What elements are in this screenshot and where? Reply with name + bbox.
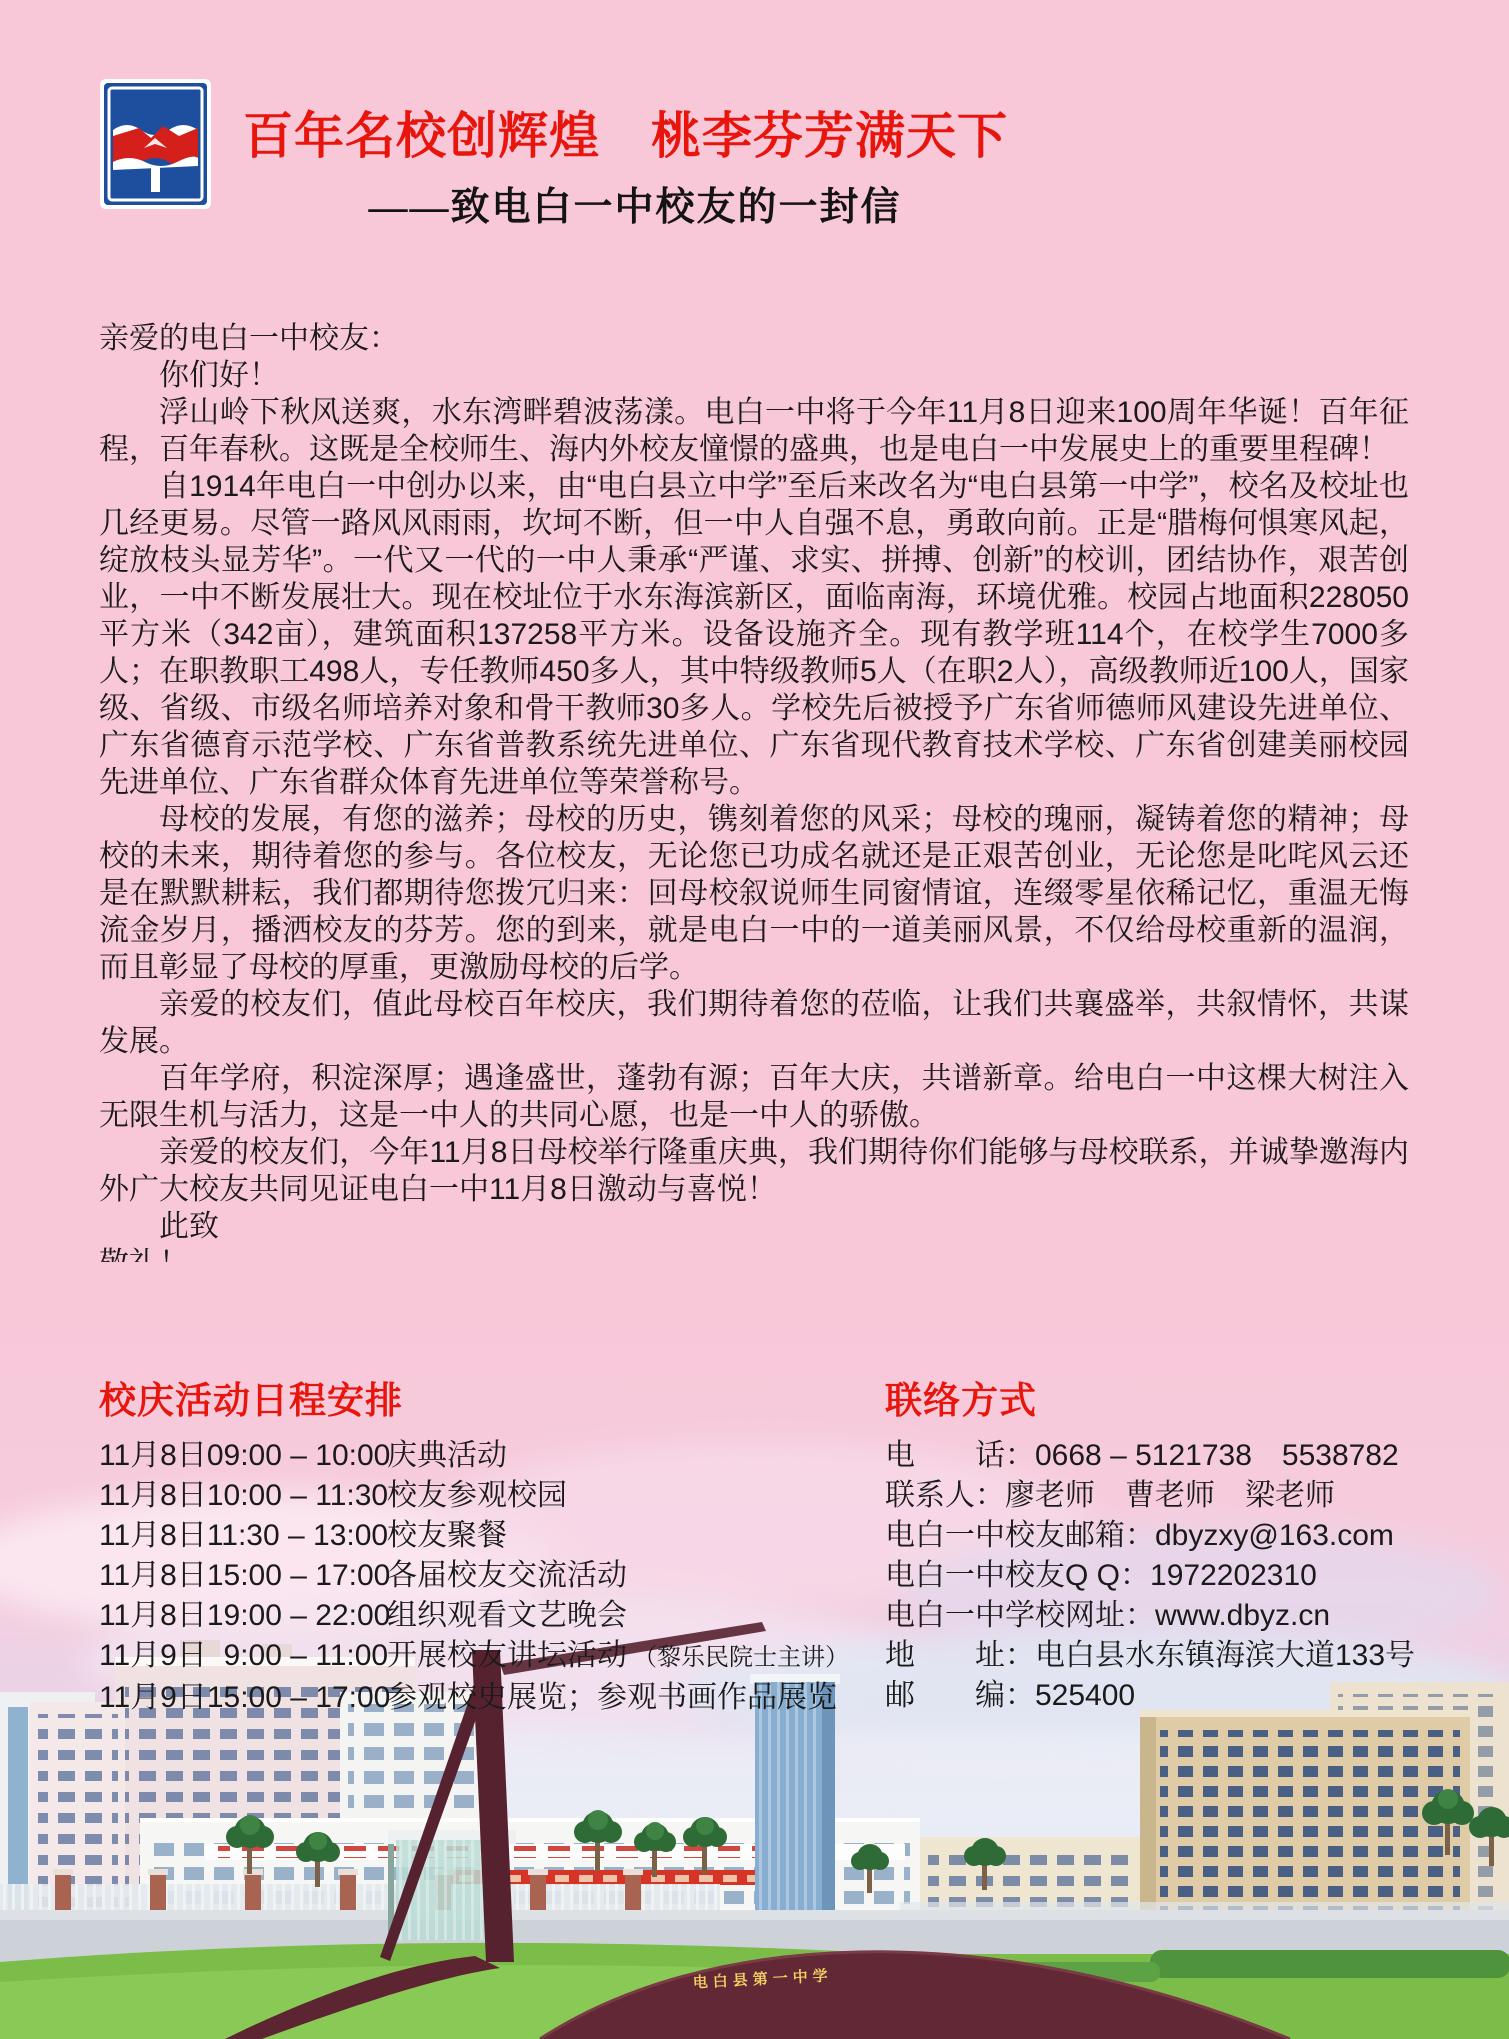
contact-label: 邮 编： xyxy=(885,1679,1035,1712)
contact-value: 电白县水东镇海滨大道133号 xyxy=(1035,1639,1416,1672)
schedule-row xyxy=(99,1636,849,1678)
schedule-row xyxy=(99,1556,849,1596)
schedule-time: 11月8日10:00 – 11:30 xyxy=(99,1479,389,1512)
paragraph: 百年学府，积淀深厚；遇逢盛世，蓬勃有源；百年大庆，共谱新章。给电白一中这棵大树注入无限生机与活力，这是一中人的共同心愿，也是一中人的骄傲。 xyxy=(99,1062,1409,1132)
schedule-row xyxy=(99,1596,849,1636)
schedule-activity: 庆典活动 xyxy=(387,1439,507,1472)
paragraph: 浮山岭下秋风送爽，水东湾畔碧波荡漾。电白一中将于今年11月8日迎来100周年华诞！百年征程，百年春秋。这既是全校师生、海内外校友憧憬的盛典，也是电白一中发展史上的重要里程碑！ xyxy=(99,396,1409,466)
contact-row xyxy=(885,1476,1415,1516)
page-title: 百年名校创辉煌 桃李芬芳满天下 xyxy=(243,108,1008,164)
contact-row xyxy=(885,1596,1415,1636)
gate-sign-text: 电白县第一中学 xyxy=(692,1967,834,1992)
schedule-heading: 校庆活动日程安排 xyxy=(99,1380,403,1421)
schedule-activity: 开展校友讲坛活动 xyxy=(387,1639,627,1672)
contact-row xyxy=(885,1636,1415,1676)
plaza-edge xyxy=(0,1910,1509,1920)
schedule-activity: 参观校史展览；参观书画作品展览 xyxy=(387,1681,837,1714)
schedule-activity: 校友参观校园 xyxy=(387,1479,567,1512)
paragraph: 亲爱的校友们，值此母校百年校庆，我们期待着您的莅临，让我们共襄盛举，共叙情怀，共谋发展。 xyxy=(99,988,1409,1058)
salutation: 亲爱的电白一中校友： xyxy=(99,322,399,355)
schedule-row xyxy=(99,1678,849,1718)
schedule-row xyxy=(99,1436,849,1476)
contact-row xyxy=(885,1556,1415,1596)
paragraph: 你们好！ xyxy=(159,359,279,392)
contact-section xyxy=(885,1370,1415,1716)
contact-label: 电白一中校友Q Q： xyxy=(885,1559,1151,1592)
schedule-note: （黎乐民院士主讲） xyxy=(633,1645,849,1671)
schedule-activity: 各届校友交流活动 xyxy=(387,1559,627,1592)
contact-heading: 联络方式 xyxy=(885,1380,1037,1421)
schedule-row xyxy=(99,1516,849,1556)
contact-value: 525400 xyxy=(1035,1679,1136,1712)
paragraph: 母校的发展，有您的滋养；母校的历史，镌刻着您的风采；母校的瑰丽，凝铸着您的精神；母校的未来，期待着您的参与。各位校友，无论您已功成名就还是正艰苦创业，无论您是叱咤风云还是在默默耕耘，我们都期待您拨冗归来：回母校叙说师生同窗情谊，连缀零星依稀记忆，重温无悔流金岁月，播洒校友的芬芳。您的到来，就是电白一中的一道美丽风景，不仅给母校重新的温润，而且彰显了母校的厚重，更激励母校的后学。 xyxy=(99,803,1409,984)
paragraph: 亲爱的校友们，今年11月8日母校举行隆重庆典，我们期待你们能够与母校联系，并诚挚邀海内外广大校友共同见证电白一中11月8日激动与喜悦！ xyxy=(99,1136,1409,1206)
contact-label: 电 话： xyxy=(885,1439,1035,1472)
schedule-time: 11月8日15:00 – 17:00 xyxy=(99,1559,391,1592)
contact-label: 联系人： xyxy=(885,1479,1005,1512)
contact-label: 电白一中学校网址： xyxy=(885,1599,1155,1632)
schedule-time: 11月8日11:30 – 13:00 xyxy=(99,1519,389,1552)
contact-row xyxy=(885,1676,1415,1716)
contact-value: 0668 – 5121738 5538782 xyxy=(1035,1439,1399,1472)
page-subtitle: ——致电白一中校友的一封信 xyxy=(368,186,902,229)
letter-body xyxy=(99,320,1409,1282)
schedule-activity: 组织观看文艺晚会 xyxy=(387,1599,627,1632)
schedule-time: 11月9日15:00 – 17:00 xyxy=(99,1681,391,1714)
schedule-section xyxy=(99,1370,849,1718)
closing-cizhi: 此致 xyxy=(159,1210,219,1243)
contact-value: dbyzxy@163.com xyxy=(1155,1519,1394,1552)
contact-label: 电白一中校友邮箱： xyxy=(885,1519,1155,1552)
contact-value: www.dbyz.cn xyxy=(1155,1599,1331,1632)
contact-value: 廖老师 曹老师 梁老师 xyxy=(1005,1479,1335,1512)
paragraph: 自1914年电白一中创办以来，由“电白县立中学”至后来改名为“电白县第一中学”，校名及校址也几经更易。尽管一路风风雨雨，坎坷不断，但一中人自强不息，勇敢向前。正是“腊梅何惧寒风起，绽放枝头显芳华”。一代又一代的一中人秉承“严谨、求实、拼搏、创新”的校训，团结协作，艰苦创业，一中不断发展壮大。现在校址位于水东海滨新区，面临南海，环境优雅。校园占地面积228050平方米（342亩），建筑面积137258平方米。设备设施齐全。现有教学班114个，在校学生7000多人；在职教职工498人，专任教师450多人，其中特级教师5人（在职2人），高级教师近100人，国家级、省级、市级名师培养对象和骨干教师30多人。学校先后被授予广东省师德师风建设先进单位、广东省德育示范学校、广东省普教系统先进单位、广东省现代教育技术学校、广东省创建美丽校园先进单位、广东省群众体育先进单位等荣誉称号。 xyxy=(99,470,1409,799)
contact-row xyxy=(885,1436,1415,1476)
contact-label: 地 址： xyxy=(885,1639,1035,1672)
schedule-row xyxy=(99,1476,849,1516)
contact-value: 1972202310 xyxy=(1150,1559,1317,1592)
schedule-time: 11月8日09:00 – 10:00 xyxy=(99,1439,391,1472)
schedule-time: 11月8日19:00 – 22:00 xyxy=(99,1599,391,1632)
schedule-time: 11月9日 9:00 – 11:00 xyxy=(99,1639,389,1672)
schedule-activity: 校友聚餐 xyxy=(387,1519,507,1552)
contact-row xyxy=(885,1516,1415,1556)
